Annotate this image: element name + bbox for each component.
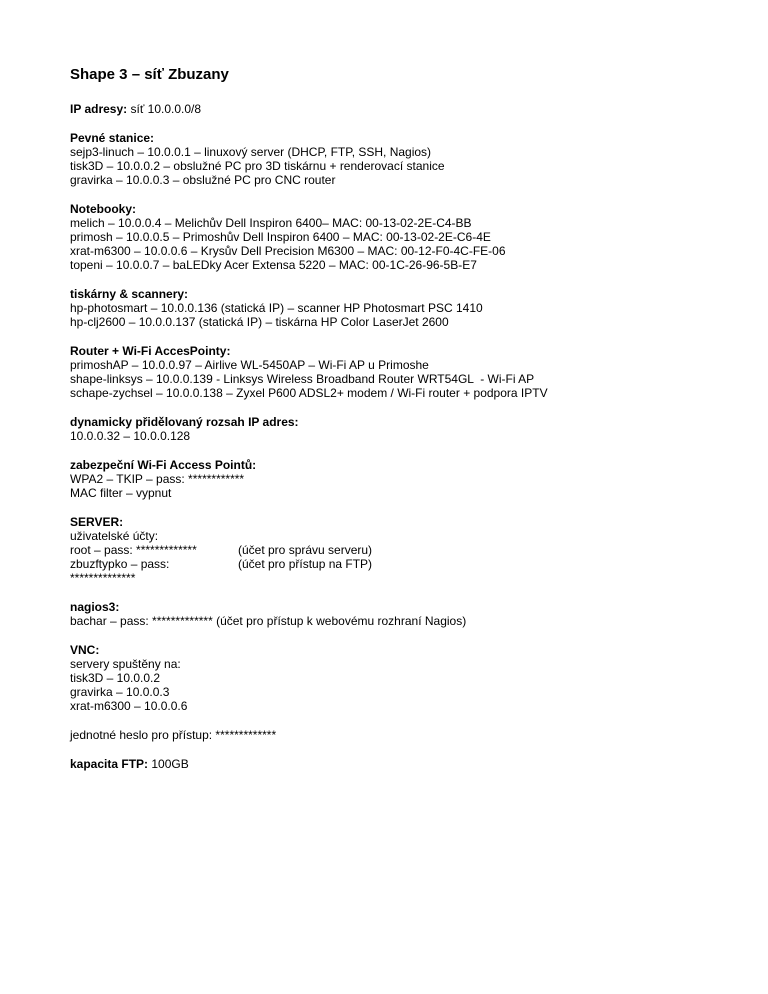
text-line: xrat-m6300 – 10.0.0.6 [70, 699, 188, 713]
section-fixed-stations [70, 131, 698, 187]
text-line: melich – 10.0.0.4 – Melichův Dell Inspiron 6400– MAC: 00-13-02-2E-C4-BB [70, 216, 472, 230]
ip-address-label: IP adresy: [70, 102, 128, 116]
server-accounts-subheading: uživatelské účty: [70, 529, 159, 543]
text-line: servery spuštěny na: [70, 657, 181, 671]
section-heading-dhcp-range: dynamicky přidělovaný rozsah IP adres: [70, 415, 299, 429]
server-account-credentials: zbuzftypko – pass: ************** [70, 557, 173, 585]
section-ip-addresses [70, 102, 698, 116]
text-line: 10.0.0.32 – 10.0.0.128 [70, 429, 191, 443]
section-shared-password [70, 728, 698, 742]
text-line: tisk3D – 10.0.0.2 – obslužné PC pro 3D tiskárnu + renderovací stanice [70, 159, 445, 173]
text-line: sejp3-linuch – 10.0.0.1 – linuxový server (DHCP, FTP, SSH, Nagios) [70, 145, 432, 159]
section-heading-wifi-security: zabezpeční Wi-Fi Access Pointů: [70, 458, 257, 472]
text-line: primosh – 10.0.0.5 – Primoshův Dell Inspiron 6400 – MAC: 00-13-02-2E-C6-4E [70, 230, 491, 244]
server-account-note: (účet pro přístup na FTP) [238, 557, 373, 571]
section-dhcp-range [70, 415, 698, 443]
text-line: topeni – 10.0.0.7 – baLEDky Acer Extensa 5220 – MAC: 00-1C-26-96-5B-E7 [70, 258, 477, 272]
shared-password-line: jednotné heslo pro přístup: ************* [70, 728, 277, 742]
text-line: schape-zychsel – 10.0.0.138 – Zyxel P600 ADSL2+ modem / Wi-Fi router + podpora IPTV [70, 386, 548, 400]
text-line: MAC filter – vypnut [70, 486, 172, 500]
server-account-row [70, 557, 698, 585]
section-vnc [70, 643, 698, 713]
section-ftp-capacity [70, 757, 698, 771]
section-printers-scanners [70, 287, 698, 329]
text-line: xrat-m6300 – 10.0.0.6 – Krysův Dell Precision M6300 – MAC: 00-12-F0-4C-FE-06 [70, 244, 506, 258]
section-heading-fixed-stations: Pevné stanice: [70, 131, 155, 145]
section-heading-printers-scanners: tiskárny & scannery: [70, 287, 189, 301]
text-line: hp-clj2600 – 10.0.0.137 (statická IP) – tiskárna HP Color LaserJet 2600 [70, 315, 449, 329]
text-line: WPA2 – TKIP – pass: ************ [70, 472, 245, 486]
text-line: gravirka – 10.0.0.3 – obslužné PC pro CNC router [70, 173, 336, 187]
document-title: Shape 3 – síť Zbuzany [70, 66, 229, 83]
section-heading-notebooks: Notebooky: [70, 202, 136, 216]
ip-address-line [70, 102, 698, 116]
server-account-note: (účet pro správu serveru) [238, 543, 373, 557]
text-line: hp-photosmart – 10.0.0.136 (statická IP) – scanner HP Photosmart PSC 1410 [70, 301, 483, 315]
text-line: gravirka – 10.0.0.3 [70, 685, 170, 699]
ip-address-value: síť 10.0.0.0/8 [130, 102, 202, 116]
ftp-capacity-line [70, 757, 698, 771]
section-heading-server: SERVER: [70, 515, 124, 529]
section-notebooks [70, 202, 698, 272]
text-line: shape-linksys – 10.0.0.139 - Linksys Wireless Broadband Router WRT54GL - Wi-Fi AP [70, 372, 535, 386]
section-heading-routers-access-points: Router + Wi-Fi AccesPointy: [70, 344, 231, 358]
section-heading-vnc: VNC: [70, 643, 100, 657]
text-line: bachar – pass: ************* (účet pro přístup k webovému rozhraní Nagios) [70, 614, 467, 628]
server-account-row [70, 543, 698, 557]
section-routers-access-points [70, 344, 698, 400]
section-server [70, 515, 698, 585]
ftp-capacity-value: 100GB [151, 757, 189, 771]
section-heading-nagios: nagios3: [70, 600, 120, 614]
text-line: tisk3D – 10.0.0.2 [70, 671, 161, 685]
text-line: primoshAP – 10.0.0.97 – Airlive WL-5450AP – Wi-Fi AP u Primoshe [70, 358, 429, 372]
section-nagios [70, 600, 698, 628]
server-account-credentials: root – pass: ************* [70, 543, 197, 557]
ftp-capacity-label: kapacita FTP: [70, 757, 149, 771]
section-wifi-security [70, 458, 698, 500]
